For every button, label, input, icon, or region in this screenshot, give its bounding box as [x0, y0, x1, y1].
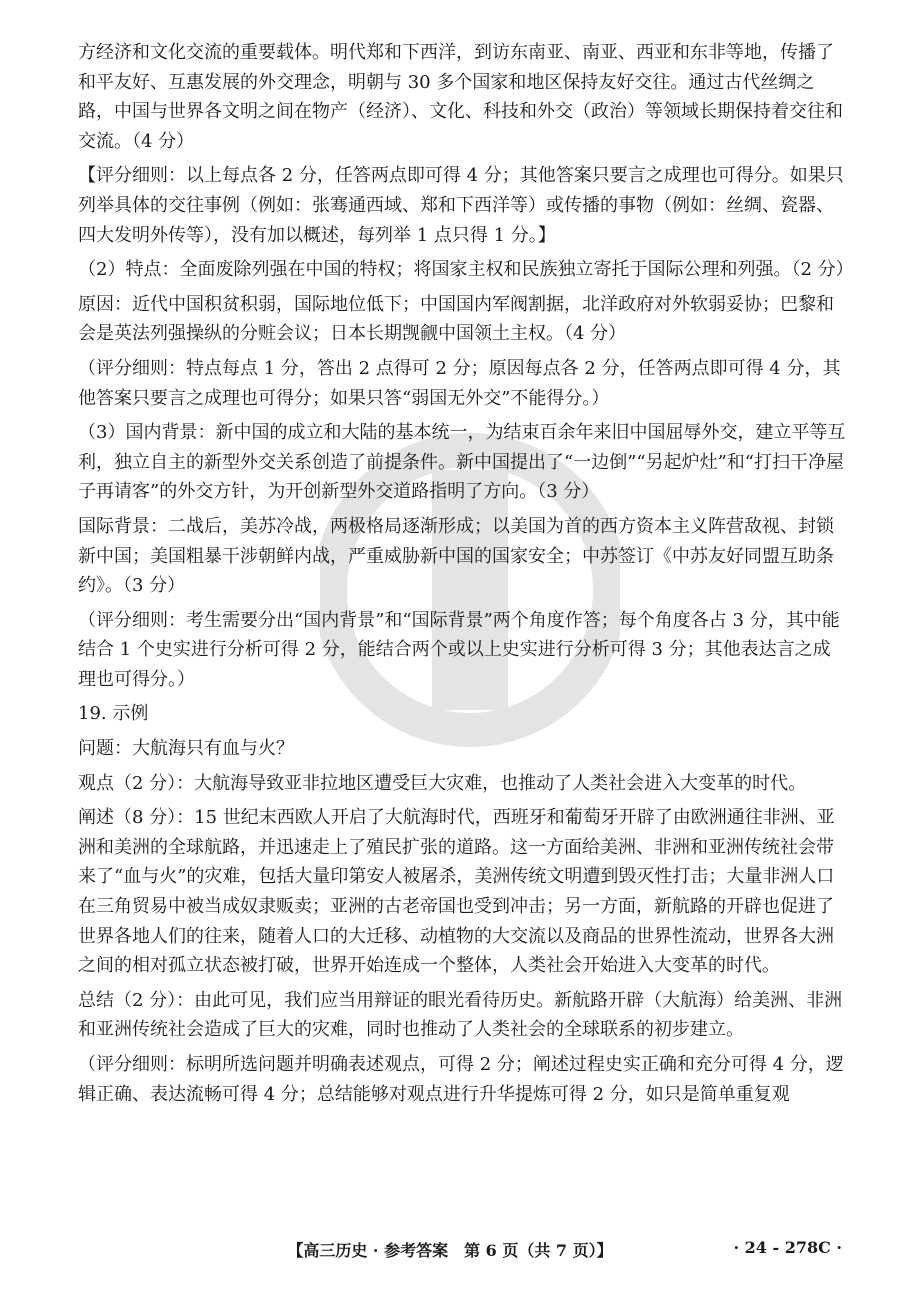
- answer-2-reasons: 原因：近代中国积贫积弱，国际地位低下；中国国内军阀割据，北洋政府对外软弱妥协；巴黎和会是英法列强操纵的分赃会议；日本长期觊觎中国领土主权。（4 分）: [78, 293, 834, 345]
- answer-3-international: 国际背景：二战后，美苏冷战，两极格局逐渐形成；以美国为首的西方资本主义阵营敌视、封锁新中国；美国粗暴干涉朝鲜内战，严重威胁新中国的国家安全；中苏签订《中苏友好同盟互助条约》。（3 分）: [78, 515, 834, 597]
- question-19-summary: 总结（2 分）：由此可见，我们应当用辩证的眼光看待历史。新航路开辟（大航海）给美洲、非洲和亚洲传统社会造成了巨大的灾难，同时也推动了人类社会的全球联系的初步建立。: [78, 989, 843, 1041]
- page-footer: [0, 1238, 900, 1268]
- footer-doc-code: · 24 - 278C ·: [733, 1238, 842, 1257]
- answer-content: [78, 38, 854, 1114]
- footer-page-info: 【高三历史 · 参考答案 第 6 页（共 7 页）】: [287, 1241, 613, 1260]
- rubric-q3: （评分细则：考生需要分出“国内背景”和“国际背景”两个角度作答；每个角度各占 3 分，其中能结合 1 个史实进行分析可得 2 分，能结合两个或以上史实进行分析可得 3 分；其他表达言之成理也可得分。）: [78, 609, 840, 690]
- rubric-q2: （评分细则：特点每点 1 分，答出 2 点得可 2 分；原因每点各 2 分，任答两点即可得 4 分，其他答案只要言之成理也可得分；如果只答“弱国无外交”不能得分。）: [78, 357, 841, 409]
- answer-3-domestic: （3）国内背景：新中国的成立和大陆的基本统一，为结束百余年来旧中国屈辱外交，建立平等互利，独立自主的新型外交关系创造了前提条件。新中国提出了“一边倒”“另起炉灶”和“打扫干净屋子再请客”的外交方针，为开创新型外交道路指明了方向。（3 分）: [78, 422, 846, 503]
- question-19-elaboration: 阐述（8 分）：15 世纪末西欧人开启了大航海时代，西班牙和葡萄牙开辟了由欧洲通往非洲、亚洲和美洲的全球航路，并迅速走上了殖民扩张的道路。这一方面给美洲、非洲和亚洲传统社会带来了“血与火”的灾难，包括大量印第安人被屠杀，美洲传统文明遭到毁灭性打击；大量非洲人口在三角贸易中被当成奴隶贩卖；亚洲的古老帝国也受到冲击；另一方面，新航路的开辟也促进了世界各地人们的往来，随着人口的大迁移、动植物的大交流以及商品的世界性流动，世界各大洲之间的相对孤立状态被打破，世界开始连成一个整体，人类社会开始进入大变革的时代。: [78, 807, 835, 977]
- question-19-rubric: （评分细则：标明所选问题并明确表述观点，可得 2 分；阐述过程史实正确和充分可得 4 分，逻辑正确、表达流畅可得 4 分；总结能够对观点进行升华提炼可得 2 分，如只是简单重复观: [78, 1054, 844, 1105]
- paragraph-silk-road: 方经济和文化交流的重要载体。明代郑和下西洋，到访东南亚、南亚、西亚和东非等地，传播了和平友好、互惠发展的外交理念，明朝与 30 多个国家和地区保持友好交往。通过古代丝绸之路，中国与世界各文明之间在物产（经济）、文化、科技和外交（政治）等领域长期保持着交往和交流。（4 分）: [78, 42, 843, 152]
- question-19-viewpoint: 观点（2 分）：大航海导致亚非拉地区遭受巨大灾难，也推动了人类社会进入大变革的时代。: [78, 772, 807, 794]
- question-19-number: 19. 示例: [78, 703, 149, 725]
- rubric-q1: 【评分细则：以上每点各 2 分，任答两点即可得 4 分；其他答案只要言之成理也可得分。如果只列举具体的交往事例（例如：张骞通西域、郑和下西洋等）或传播的事物（例如：丝绸、瓷器、四大发明外传等），没有加以概述，每列举 1 点只得 1 分。】: [78, 165, 844, 246]
- question-19-topic: 问题：大航海只有血与火？: [78, 738, 294, 760]
- answer-2-features: （2）特点：全面废除列强在中国的特权；将国家主权和民族独立寄托于国际公理和列强。（2 分）: [78, 259, 854, 281]
